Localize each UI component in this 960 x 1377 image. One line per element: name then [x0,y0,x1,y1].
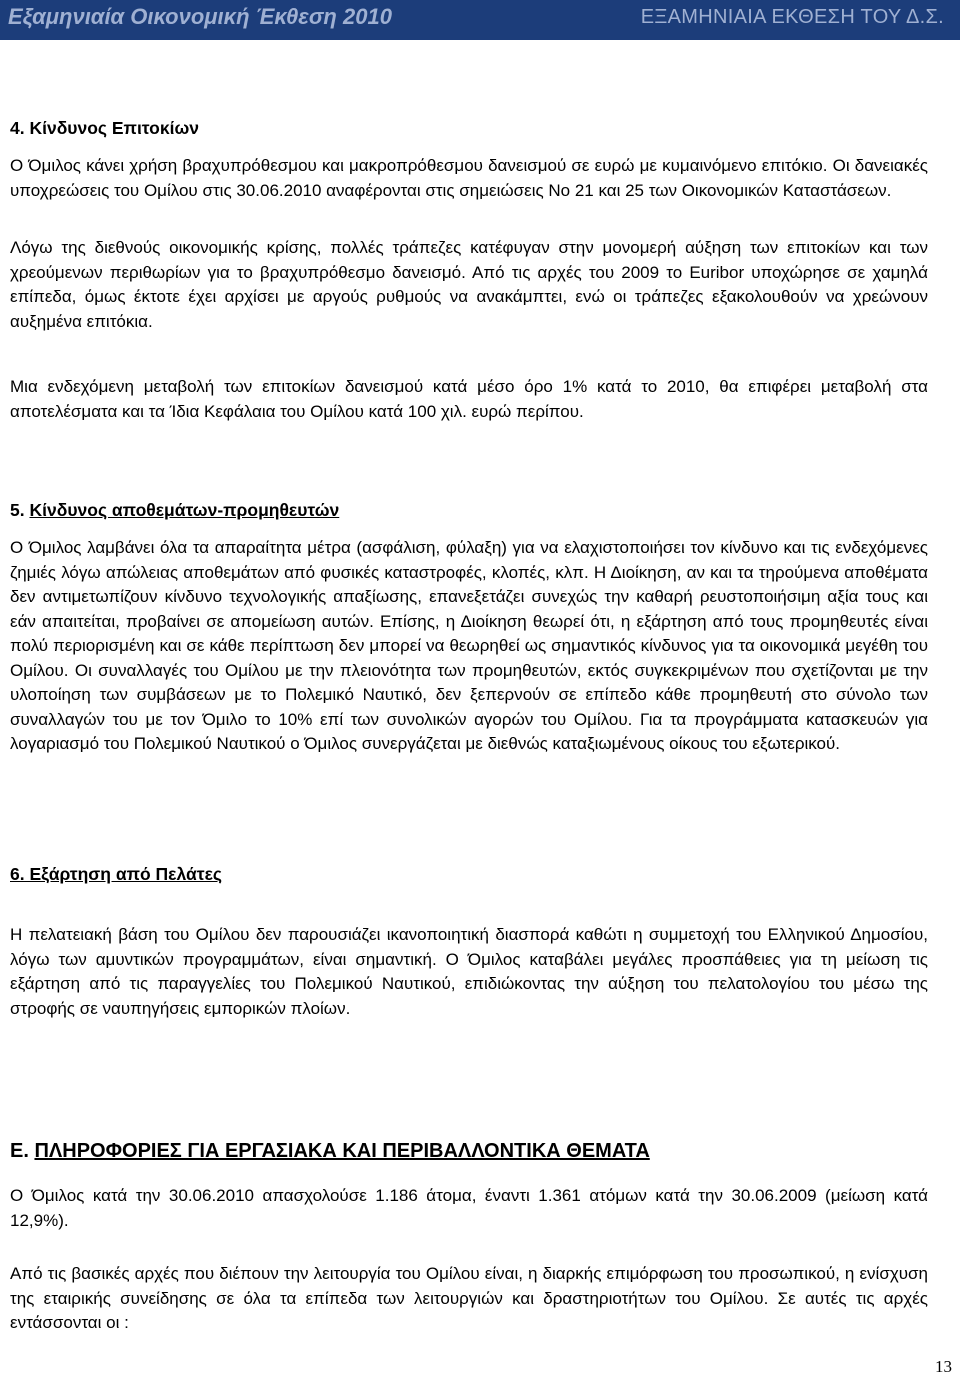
section-e-heading [10,1138,928,1164]
section-4-paragraph-3: Μια ενδεχόμενη μεταβολή των επιτοκίων δανεισμού κατά μέσο όρο 1% κατά το 2010, θα επιφέρει μεταβολή στα αποτελέσματα και τα Ίδια Κεφάλαια του Ομίλου κατά 100 χιλ. ευρώ περίπου. [10,377,928,421]
report-title: Εξαμηνιαία Οικονομική Έκθεση 2010 [8,4,392,29]
section-e-title: ΠΛΗΡΟΦΟΡΙΕΣ ΓΙΑ ΕΡΓΑΣΙΑΚΑ ΚΑΙ ΠΕΡΙΒΑΛΛΟΝΤΙΚΑ ΘΕΜΑΤΑ [34,1140,650,1162]
section-5-title: Κίνδυνος αποθεμάτων-προμηθευτών [29,500,340,520]
document-header [0,0,960,40]
section-5-number: 5. [10,500,25,520]
section-5-heading [10,498,928,522]
section-e-paragraph-2: Από τις βασικές αρχές που διέπουν την λειτουργία του Ομίλου είναι, η διαρκής επιμόρφωση του προσωπικού, η ενίσχυση της εταιρικής συνείδησης σε όλα τα επίπεδα των λειτουργιών και δραστηριοτήτων του Ομίλου. Σε αυτές τις αρχές εντάσσονται οι : [10,1264,928,1332]
section-title: ΕΞΑΜΗΝΙΑΙΑ ΕΚΘΕΣΗ ΤΟΥ Δ.Σ. [640,6,944,28]
section-4-paragraph-1: Ο Όμιλος κάνει χρήση βραχυπρόθεσμου και μακροπρόθεσμου δανεισμού σε ευρώ με κυμαινόμενο επιτόκιο. Οι δανειακές υποχρεώσεις του Ομίλου στις 30.06.2010 αναφέρονται στις σημειώσεις Νο 21 και 25 των Οικονομικών Καταστάσεων. [10,156,928,200]
section-e-letter: Ε. [10,1140,29,1162]
section-6-heading: 6. Εξάρτηση από Πελάτες [10,864,222,884]
section-4-heading: 4. Κίνδυνος Επιτοκίων [10,118,199,138]
section-4-paragraph-2: Λόγω της διεθνούς οικονομικής κρίσης, πολλές τράπεζες κατέφυγαν στην μονομερή αύξηση των επιτοκίων και των χρεούμενων περιθωρίων για το βραχυπρόθεσμο δανεισμό. Από τις αρχές του 2009 το Euribor υποχώρησε σε χαμηλά επίπεδα, όμως έκτοτε έχει αρχίσει με αργούς ρυθμούς να ανακάμπτει, ενώ οι τράπεζες εξακολουθούν να χρεώνουν αυξημένα επιτόκια. [10,238,928,331]
page-number: 13 [935,1357,952,1376]
section-5-paragraph: Ο Όμιλος λαμβάνει όλα τα απαραίτητα μέτρα (ασφάλιση, φύλαξη) για να ελαχιστοποιήσει τον κίνδυνο και τις ενδεχόμενες ζημιές λόγω απώλειας αποθεμάτων από φυσικές καταστροφές, κλοπές, κλπ. Η Διοίκηση, αν και τα τηρούμενα αποθέματα δεν αντιμετωπίζουν κίνδυνο τεχνολογικής απαξίωσης, επανεξετάζει συνεχώς την καθαρή ρευστοποιήσιμη αξία τους και εάν απαιτείται, προβαίνει σε απομείωση αυτών. Επίσης, η Διοίκηση θεωρεί ότι, η εξάρτηση από τους προμηθευτές είναι πολύ περιορισμένη και σε κάθε περίπτωση δεν μπορεί να θεωρηθεί ως σημαντικός κίνδυνος για τα οικονομικά μεγέθη του Ομίλου. Οι συναλλαγές του Ομίλου με την πλειονότητα των προμηθευτών, εκτός συγκεκριμένων που σχετίζονται με την υλοποίηση των συμβάσεων με το Πολεμικό Ναυτικό, δεν ξεπερνούν σε επίπεδο κάθε προμηθευτή στο σύνολο των συναλλαγών του με τον Όμιλο το 10% επί των συνολικών αγορών του Ομίλου. Για τα προγράμματα κατασκευών για λογαριασμό του Πολεμικού Ναυτικού ο Όμιλος συνεργάζεται με διεθνώς καταξιωμένους οίκους του εξωτερικού. [10,538,928,753]
section-6-paragraph: Η πελατειακή βάση του Ομίλου δεν παρουσιάζει ικανοποιητική διασπορά καθώτι η συμμετοχή του Ελληνικού Δημοσίου, λόγω των αμυντικών προγραμμάτων, είναι σημαντική. Ο Όμιλος καταβάλει μεγάλες προσπάθειες για τη μείωση τις εξάρτηση από τις παραγγελίες του Πολεμικού Ναυτικού, επιδιώκοντας την αύξηση του πελατολογίου του μέσω της στροφής σε ναυπηγήσεις εμπορικών πλοίων. [10,925,928,1018]
section-e-paragraph-1: Ο Όμιλος κατά την 30.06.2010 απασχολούσε 1.186 άτομα, έναντι 1.361 ατόμων κατά την 30.06.2009 (μείωση κατά 12,9%). [10,1186,928,1230]
